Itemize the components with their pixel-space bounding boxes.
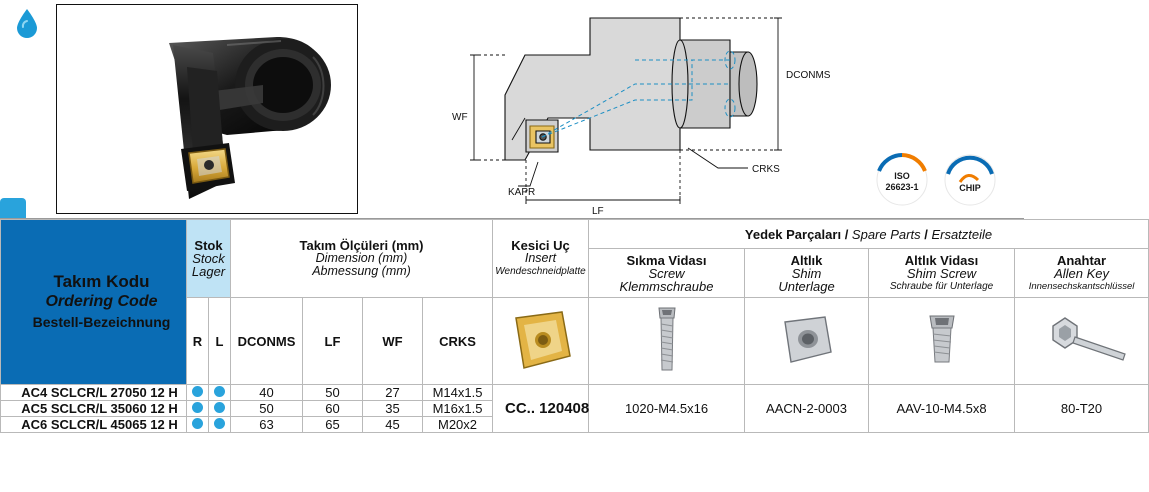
water-drop-icon [14, 8, 40, 38]
row-l [209, 385, 231, 401]
stock-tr: Stok [194, 238, 223, 253]
ordering-code-de: Bestell-Bezeichnung [32, 314, 171, 330]
row-r [187, 401, 209, 417]
shim-value: AACN-2-0003 [745, 385, 869, 433]
dimension-de: Abmessung (mm) [312, 264, 411, 278]
shim-screw-value: AAV-10-M4.5x8 [869, 385, 1015, 433]
page-tab [0, 198, 26, 220]
label-wf: WF [452, 112, 468, 123]
row-crks: M20x2 [423, 417, 493, 433]
screw-header: Sıkma Vidası Screw Klemmschraube [589, 249, 745, 298]
row-r [187, 385, 209, 401]
shim-image [745, 298, 869, 385]
row-dconms: 40 [231, 385, 303, 401]
insert-code: CC.. 120408 [493, 385, 589, 433]
insert-image [493, 298, 589, 385]
stock-en: Stock [192, 251, 225, 266]
row-lf: 50 [303, 385, 363, 401]
screw-image [589, 298, 745, 385]
row-lf: 60 [303, 401, 363, 417]
col-wf: WF [363, 298, 423, 385]
row-code: AC4 SCLCR/L 27050 12 H [1, 385, 187, 401]
row-dconms: 50 [231, 401, 303, 417]
row-l [209, 417, 231, 433]
row-wf: 35 [363, 401, 423, 417]
label-dconms: DCONMS [786, 70, 831, 81]
shim-header: Altlık Shim Unterlage [745, 249, 869, 298]
chip-badge [942, 152, 998, 208]
iso-badge [874, 152, 930, 208]
product-table [0, 218, 1135, 492]
iso-badge-line1: ISO [894, 171, 910, 181]
insert-en: Insert [524, 251, 557, 265]
ordering-code-tr: Takım Kodu [53, 272, 150, 291]
stock-header [187, 220, 231, 298]
row-dconms: 63 [231, 417, 303, 433]
row-wf: 45 [363, 417, 423, 433]
tool-holder-photo [77, 31, 339, 201]
insert-tr: Kesici Uç [511, 238, 570, 253]
table-row[interactable] [1, 385, 1149, 401]
row-code: AC6 SCLCR/L 45065 12 H [1, 417, 187, 433]
iso-badge-line2: 26623-1 [885, 182, 919, 192]
label-kapr: KAPR [508, 187, 536, 198]
row-lf: 65 [303, 417, 363, 433]
row-l [209, 401, 231, 417]
label-lf: LF [592, 206, 604, 217]
dimension-tr: Takım Ölçüleri (mm) [299, 238, 424, 253]
badges [864, 150, 1014, 214]
row-code: AC5 SCLCR/L 35060 12 H [1, 401, 187, 417]
ordering-code-header [1, 220, 187, 385]
dimension-header [231, 220, 493, 298]
row-wf: 27 [363, 385, 423, 401]
screw-value: 1020-M4.5x16 [589, 385, 745, 433]
shim-screw-header: Altlık Vidası Shim Screw Schraube für Unterlage [869, 249, 1015, 298]
insert-header [493, 220, 589, 298]
spare-parts-tr: Yedek Parçaları [744, 226, 842, 242]
figure-area [0, 0, 1024, 218]
technical-drawing [430, 0, 850, 218]
stock-de: Lager [191, 264, 226, 279]
tool-photo-box [56, 4, 358, 214]
label-crks: CRKS [752, 164, 780, 175]
allen-key-image [1015, 298, 1149, 385]
chip-badge-line1: CHIP [959, 183, 981, 193]
col-crks: CRKS [423, 298, 493, 385]
row-crks: M16x1.5 [423, 401, 493, 417]
col-lf: LF [303, 298, 363, 385]
allen-key-value: 80-T20 [1015, 385, 1149, 433]
dimension-en: Dimension (mm) [315, 251, 408, 265]
allen-key-header: Anahtar Allen Key Innensechskantschlüssel [1015, 249, 1149, 298]
col-l: L [209, 298, 231, 385]
shim-screw-image [869, 298, 1015, 385]
spare-parts-de: Ersatzteile [931, 226, 993, 242]
spare-parts-header: Yedek Parçaları / Spare Parts / Ersatzteile [589, 220, 1149, 249]
ordering-code-en: Ordering Code [45, 293, 158, 310]
col-dconms: DCONMS [231, 298, 303, 385]
spare-parts-en: Spare Parts [851, 226, 921, 242]
col-r: R [187, 298, 209, 385]
insert-de: Wendeschneidplatte [495, 266, 586, 277]
row-r [187, 417, 209, 433]
row-crks: M14x1.5 [423, 385, 493, 401]
